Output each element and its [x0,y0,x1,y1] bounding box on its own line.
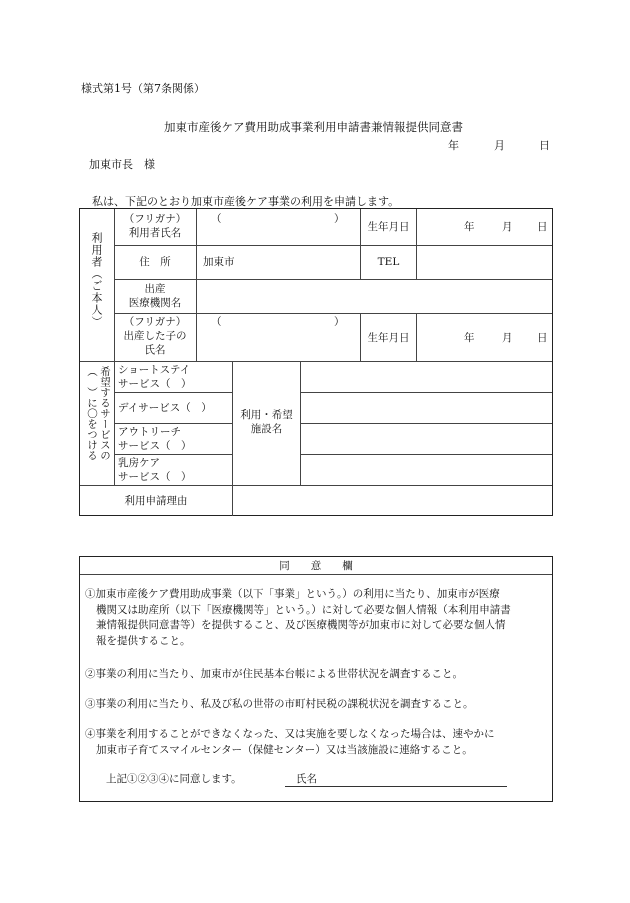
service-label-line2: サービス（ ） [118,471,192,483]
consent-line: 加東市子育てスマイルセンター（保健センター）又は当該施設に連絡すること。 [96,743,473,756]
address-value[interactable]: 加東市 [203,256,235,268]
furigana-label: （フリガナ） [123,213,187,225]
dob-month: 月 [502,221,513,233]
reason-label: 利用申請理由 [124,495,188,507]
date-year: 年 [448,139,459,152]
page-title: 加東市産後ケア費用助成事業利用申請書兼情報提供同意書 [164,120,463,134]
service-short-stay[interactable] [118,363,192,391]
birth-institution-field[interactable] [200,284,548,308]
facility-label-2: 施設名 [250,423,283,435]
consent-line: ④事業を利用することができなくなった、又は実施を要しなくなった場合は、速やかに [85,728,495,740]
applicant-name-label: 利用者氏名 [128,227,182,239]
consent-heading: 同 意 欄 [279,560,353,572]
consent-item-3: ③事業の利用に当たり、私及び私の世帯の市町村民税の課税状況を調査すること。 [85,698,474,710]
agree-text: 上記①②③④に同意します。 [106,773,242,785]
date-month: 月 [494,139,505,152]
facility-field-3[interactable] [303,427,548,451]
applicant-name-field[interactable] [220,228,350,242]
service-label-line1: 乳房ケア [118,457,160,469]
child-dob-year: 年 [464,332,475,344]
child-paren-close: ） [334,316,345,328]
addressee: 加東市長 様 [89,158,155,171]
consent-line: 兼情報提供同意書等）を提供すること、及び医療機関等が加東市に対して必要な個人情 [96,619,506,631]
birth-institution-label-1: 出産 [144,283,166,295]
tel-field[interactable] [420,250,548,274]
service-breast-care[interactable] [118,456,192,484]
form-number: 様式第1号（第7条関係） [81,82,205,95]
child-name-label-1: 出産した子の [123,330,187,342]
consent-line: ①加東市産後ケア費用助成事業（以下「事業」という。）の利用に当たり、加東市が医療 [85,588,500,600]
service-label-line1: デイサービス（ ） [118,402,212,414]
birth-institution-label-2: 医療機関名 [128,297,182,309]
facility-field-4[interactable] [303,458,548,482]
child-name-label-2: 氏名 [144,344,166,356]
applicant-section-label: 利用者（ご本人） [90,232,103,328]
service-label-line1: ショートステイ [118,364,191,376]
child-dob-label: 生年月日 [367,332,410,344]
service-day[interactable] [118,401,212,415]
consent-line: 機関又は助産所（以下「医療機関等」という。）に対して必要な個人情報（本利用申請書 [96,603,511,616]
consent-item-1 [85,587,511,649]
child-furigana-label: （フリガナ） [123,316,187,328]
child-name-field[interactable] [220,332,350,352]
service-label-line2: サービス（ ） [118,378,192,390]
facility-field-1[interactable] [303,365,548,389]
service-label-line2: サービス（ ） [118,440,192,452]
date-day: 日 [539,139,550,152]
tel-label: TEL [377,256,400,268]
child-paren-open: （ [211,316,222,328]
consent-item-4 [85,727,495,758]
intro-text: 私は、下記のとおり加東市産後ケア事業の利用を申請します。 [92,195,400,208]
consent-item-2: ②事業の利用に当たり、加東市が住民基本台帳による世帯状況を調査すること。 [85,668,463,680]
signature-label: 氏名 [296,773,317,785]
service-label-line1: アウトリーチ [118,426,181,438]
service-outreach[interactable] [118,425,192,453]
facility-label-1: 利用・希望 [240,409,293,421]
dob-day: 日 [537,221,548,233]
signature-line[interactable] [285,786,507,787]
name-paren-close: ） [334,213,345,225]
dob-label: 生年月日 [367,221,410,233]
services-section-label: 希望するサービスの（ ）に〇をつける [86,366,111,461]
consent-line: 報を提供すること。 [96,634,191,647]
reason-field[interactable] [236,489,548,512]
address-label: 住 所 [139,256,171,268]
child-dob-month: 月 [502,332,513,344]
name-paren-open: （ [211,213,222,225]
child-dob-day: 日 [537,332,548,344]
facility-field-2[interactable] [303,396,548,420]
dob-year: 年 [464,221,475,233]
